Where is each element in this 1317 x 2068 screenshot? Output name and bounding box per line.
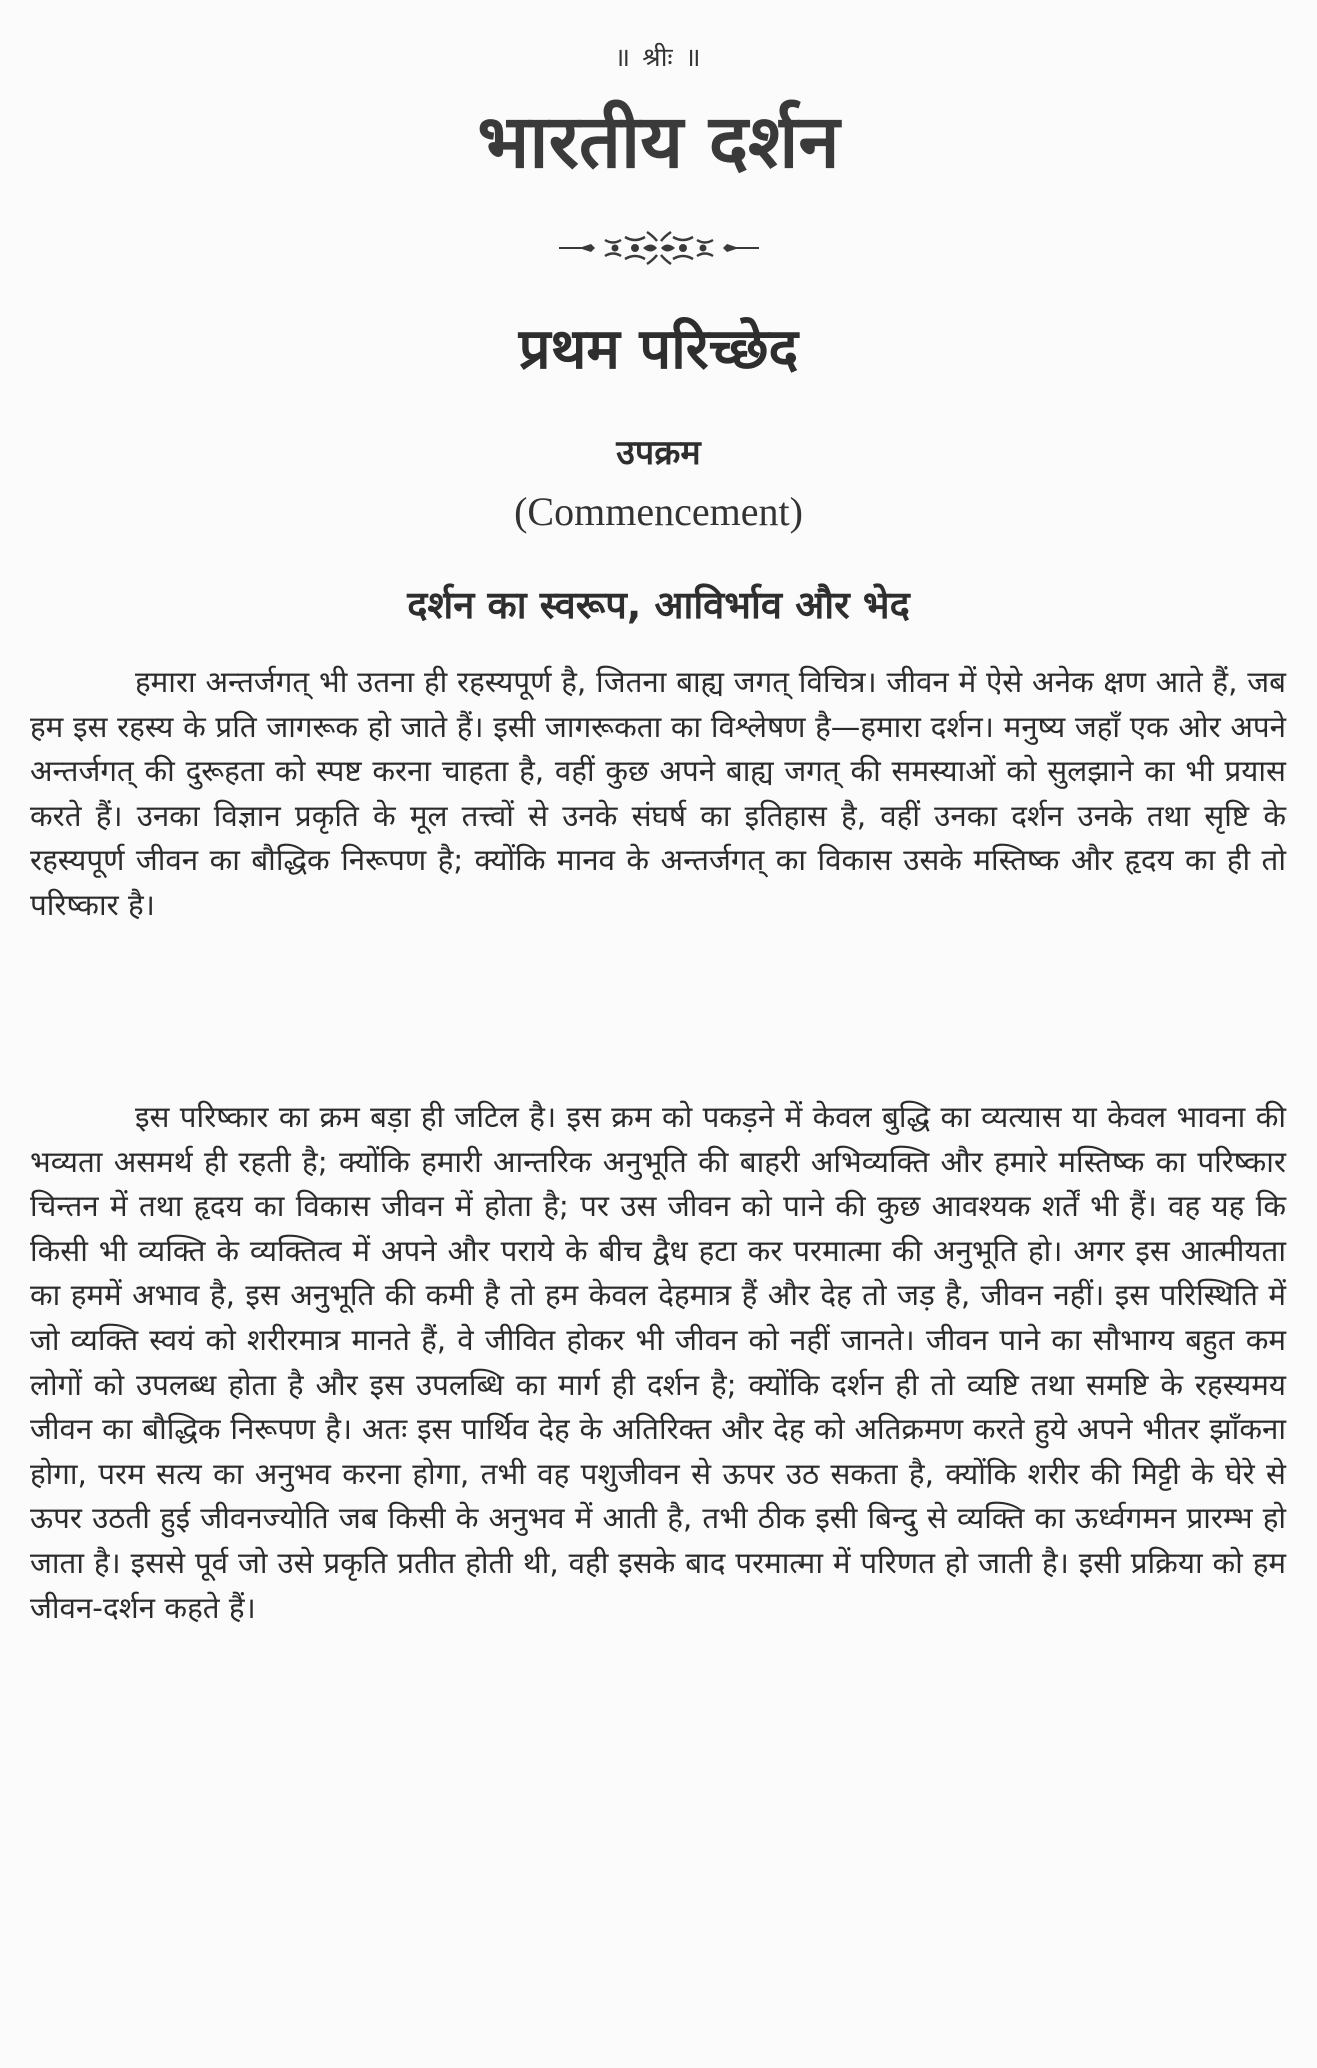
paragraph-text: हमारा अन्तर्जगत् भी उतना ही रहस्यपूर्ण है, जितना बाह्य जगत् विचित्र। जीवन में ऐसे अनेक क्षण आते हैं, जब हम इस रहस्य के प्रति जागरूक हो जाते हैं। इसी जागरूकता का विश्लेषण है—हमारा दर्शन। मनुष्य जहाँ एक ओर अपने अन्तर्जगत् की दुरूहता को स्पष्ट करना चाहता है, वहीं कुछ अपने बाह्य जगत् की समस्याओं को सुलझाने का भी प्रयास करते हैं। उनका विज्ञान प्रकृति के मूल तत्त्वों से उनके संघर्ष का इतिहास है, वहीं उनका दर्शन उनके तथा सृष्टि के रहस्यपूर्ण जीवन का बौद्धिक निरूपण है; क्योंकि मानव के अन्तर्जगत् का विकास उसके मस्तिष्क और हृदय का ही तो परिष्कार है।: [30, 665, 1286, 922]
subtitle-english: (Commencement): [514, 489, 803, 534]
section-heading: दर्शन का स्वरूप, आविर्भाव और भेद: [407, 583, 910, 627]
floral-divider-icon: [0, 228, 1317, 268]
chapter-title: प्रथम परिच्छेद: [518, 317, 799, 382]
book-title: भारतीय दर्शन: [477, 99, 840, 185]
body-paragraph-1: [30, 660, 1286, 928]
invocation: ॥ श्रीः ॥: [614, 43, 703, 73]
subtitle-hindi: उपक्रम: [616, 433, 701, 473]
body-paragraph-2: [30, 1095, 1286, 1630]
paragraph-text: इस परिष्कार का क्रम बड़ा ही जटिल है। इस क्रम को पकड़ने में केवल बुद्धि का व्यत्यास या केवल भावना की भव्यता असमर्थ ही रहती है; क्योंकि हमारी आन्तरिक अनुभूति की बाहरी अभिव्यक्ति और हमारे मस्तिष्क का परिष्कार चिन्तन में तथा हृदय का विकास जीवन में होता है; पर उस जीवन को पाने की कुछ आवश्यक शर्तें भी हैं। वह यह कि किसी भी व्यक्ति के व्यक्तित्व में अपने और पराये के बीच द्वैध हटा कर परमात्मा की अनुभूति हो। अगर इस आत्मीयता का हममें अभाव है, इस अनुभूति की कमी है तो हम केवल देहमात्र हैं और देह तो जड़ है, जीवन नहीं। इस परिस्थिति में जो व्यक्ति स्वयं को शरीरमात्र मानते हैं, वे जीवित होकर भी जीवन को नहीं जानते। जीवन पाने का सौभाग्य बहुत कम लोगों को उपलब्ध होता है और इस उपलब्धि का मार्ग ही दर्शन है; क्योंकि दर्शन ही तो व्यष्टि तथा समष्टि के रहस्यमय जीवन का बौद्धिक निरूपण है। अतः इस पार्थिव देह के अतिरिक्त और देह को अतिक्रमण करते हुये अपने भीतर झाँकना होगा, परम सत्य का अनुभव करना होगा, तभी वह पशुजीवन से ऊपर उठ सकता है, क्योंकि शरीर की मिट्टी के घेरे से ऊपर उठती हुई जीवनज्योति जब किसी के अनुभव में आती है, तभी ठीक इसी बिन्दु से व्यक्ति का ऊर्ध्वगमन प्रारम्भ हो जाता है। इससे पूर्व जो उसे प्रकृति प्रतीत होती थी, वही इसके बाद परमात्मा में परिणत हो जाती है। इसी प्रक्रिया को हम जीवन-दर्शन कहते हैं।: [30, 1100, 1286, 1625]
